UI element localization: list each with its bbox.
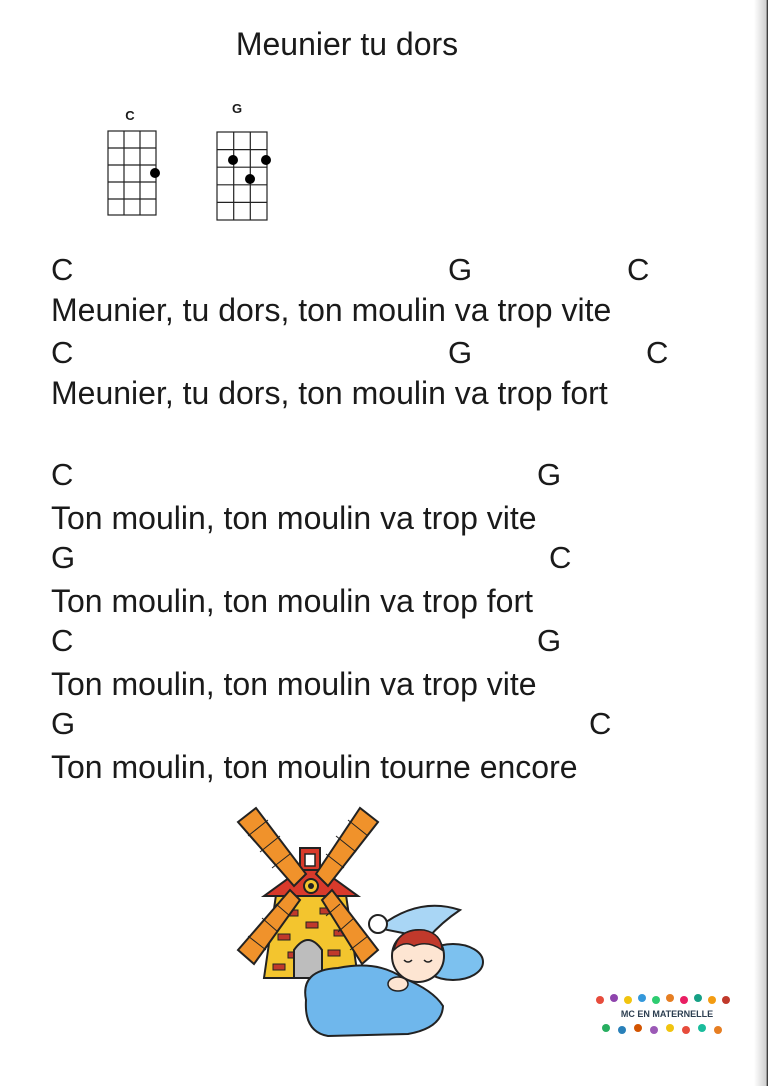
chord-marker: G	[448, 252, 473, 287]
lyric-line: Ton moulin, ton moulin va trop fort	[51, 583, 534, 619]
finger-dot	[245, 174, 255, 184]
chord-marker: G	[51, 540, 76, 575]
page-title: Meunier tu dors	[235, 26, 459, 62]
page-edge-shadow	[754, 0, 768, 1086]
chord-marker: C	[51, 335, 74, 370]
chord-diagram-c-label: C	[125, 108, 135, 123]
chord-diagram-c	[104, 128, 164, 218]
chord-marker: C	[51, 457, 74, 492]
lyric-line: Meunier, tu dors, ton moulin va trop vite	[51, 292, 612, 328]
finger-dot	[150, 168, 160, 178]
chord-marker: C	[627, 252, 650, 287]
chord-diagram-g	[213, 128, 273, 224]
chord-marker: C	[549, 540, 572, 575]
finger-dot	[261, 155, 271, 165]
lyric-line: Ton moulin, ton moulin tourne encore	[51, 749, 578, 785]
lyric-line: Meunier, tu dors, ton moulin va trop fort	[51, 375, 608, 411]
chord-marker: G	[448, 335, 473, 370]
chord-diagram-g-label: G	[231, 101, 243, 116]
chord-marker: C	[51, 252, 74, 287]
chord-marker: G	[51, 706, 76, 741]
chord-marker: C	[646, 335, 669, 370]
chord-marker: C	[589, 706, 612, 741]
chord-marker: G	[537, 457, 562, 492]
lyric-line: Ton moulin, ton moulin va trop vite	[51, 666, 537, 702]
windmill-sleeping-child-illustration	[228, 800, 498, 1045]
mc-en-maternelle-logo	[592, 990, 742, 1040]
finger-dot	[228, 155, 238, 165]
chord-marker: G	[537, 623, 562, 658]
logo-text: MC EN MATERNELLE	[620, 1009, 714, 1019]
lyric-line: Ton moulin, ton moulin va trop vite	[51, 500, 537, 536]
chord-marker: C	[51, 623, 74, 658]
